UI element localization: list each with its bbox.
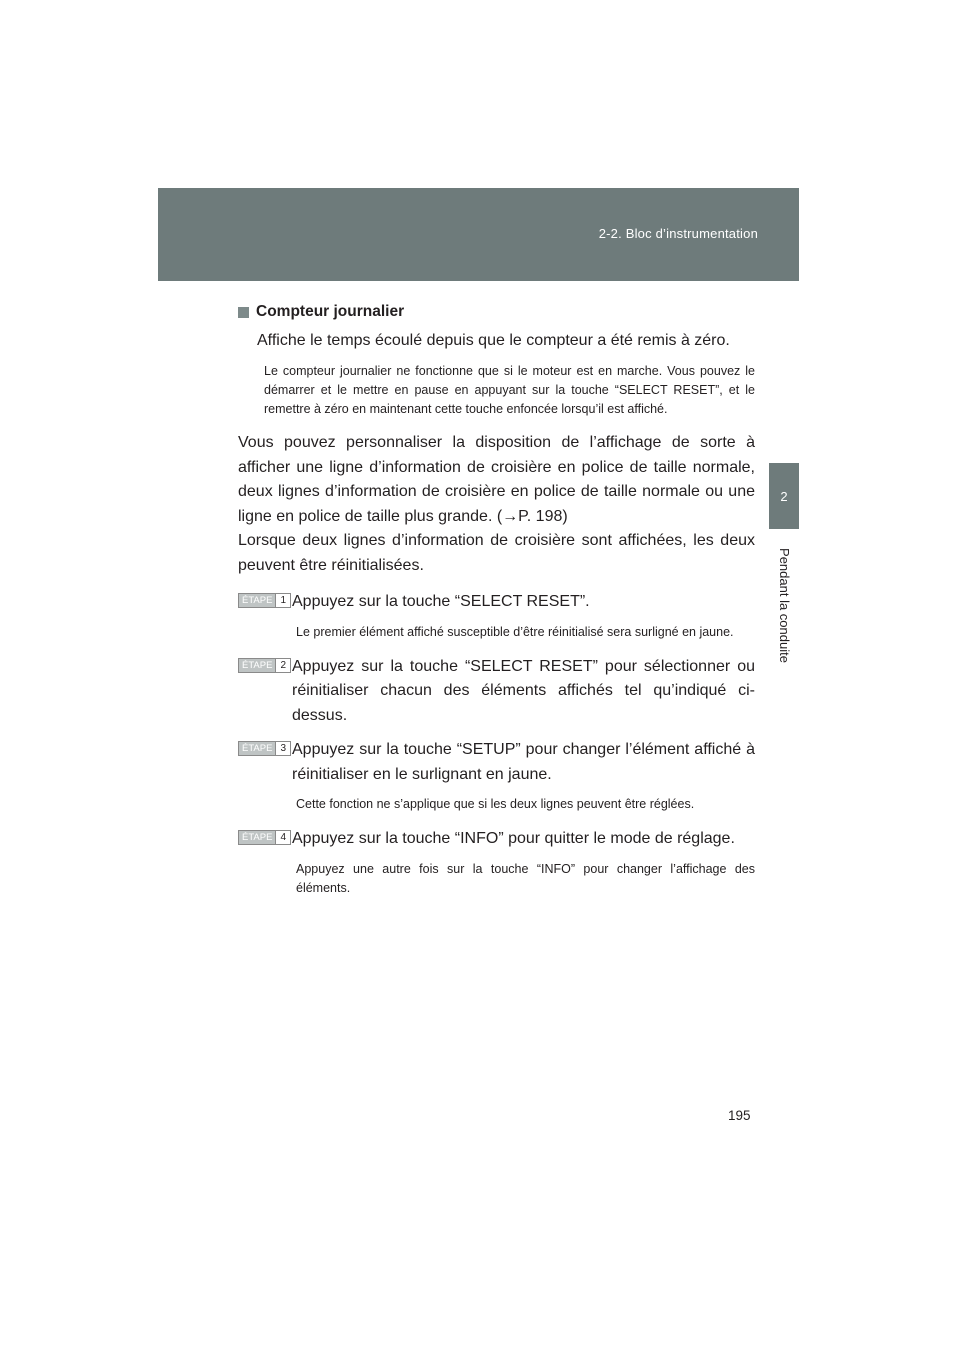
square-bullet-icon xyxy=(238,307,249,318)
step-2-text: Appuyez sur la touche “SELECT RESET” pour sélectionner ou réinitialiser chacun des éléments affichés tel qu’indiqué ci-dessus. xyxy=(292,657,755,724)
step-4-note: Appuyez une autre fois sur la touche “INFO” pour changer l’affichage des éléments. xyxy=(296,861,755,895)
step-number: 1 xyxy=(275,594,290,607)
step-2-tag xyxy=(238,658,291,673)
step-2 xyxy=(238,655,755,729)
chapter-label-container xyxy=(767,540,801,670)
section-heading xyxy=(238,303,755,321)
step-3-tag xyxy=(238,741,291,756)
section-lead: Affiche le temps écoulé depuis que le compteur a été remis à zéro. xyxy=(257,332,730,349)
section-heading-text: Compteur journalier xyxy=(256,303,405,320)
step-4-tag xyxy=(238,830,291,845)
paragraph-reset: Lorsque deux lignes d’information de croisière sont affichées, les deux peuvent être réinitialisées. xyxy=(238,532,755,574)
step-word: ÉTAPE xyxy=(239,831,275,844)
chapter-tab: 2 xyxy=(769,463,799,529)
section-title: 2-2. Bloc d’instrumentation xyxy=(598,226,758,241)
step-3-note: Cette fonction ne s’applique que si les deux lignes peuvent être réglées. xyxy=(296,797,695,811)
step-1 xyxy=(238,590,755,642)
page-content xyxy=(238,303,755,911)
step-1-tag xyxy=(238,593,291,608)
step-3-text: Appuyez sur la touche “SETUP” pour changer l’élément affiché à réinitialiser en le surlignant en jaune. xyxy=(292,741,755,783)
step-word: ÉTAPE xyxy=(239,594,275,607)
section-note: Le compteur journalier ne fonctionne que si le moteur est en marche. Vous pouvez le démarrer et le mettre en pause en appuyant sur la touche “SELECT RESET”, et le remettre à zéro en maintenant cette touche enfoncée lorsqu’il est affiché. xyxy=(264,364,755,416)
step-number: 3 xyxy=(275,742,290,755)
step-number: 2 xyxy=(275,659,290,672)
step-word: ÉTAPE xyxy=(239,742,275,755)
step-number: 4 xyxy=(275,831,290,844)
page-number: 195 xyxy=(728,1108,751,1123)
step-word: ÉTAPE xyxy=(239,659,275,672)
paragraph-layout: Vous pouvez personnaliser la disposition de l’affichage de sorte à afficher une ligne d’information de croisière en police de taille normale, deux lignes d’information de croisière en police de taille normale ou une ligne en police de taille plus grande. (→P. 198) xyxy=(238,434,755,525)
chapter-label: Pendant la conduite xyxy=(776,547,792,663)
step-4-text: Appuyez sur la touche “INFO” pour quitter le mode de réglage. xyxy=(292,830,735,847)
step-1-note: Le premier élément affiché susceptible d’être réinitialisé sera surligné en jaune. xyxy=(296,624,734,639)
step-4 xyxy=(238,827,755,898)
header-band xyxy=(158,188,799,281)
step-1-text: Appuyez sur la touche “SELECT RESET”. xyxy=(292,593,590,610)
step-3 xyxy=(238,738,755,814)
